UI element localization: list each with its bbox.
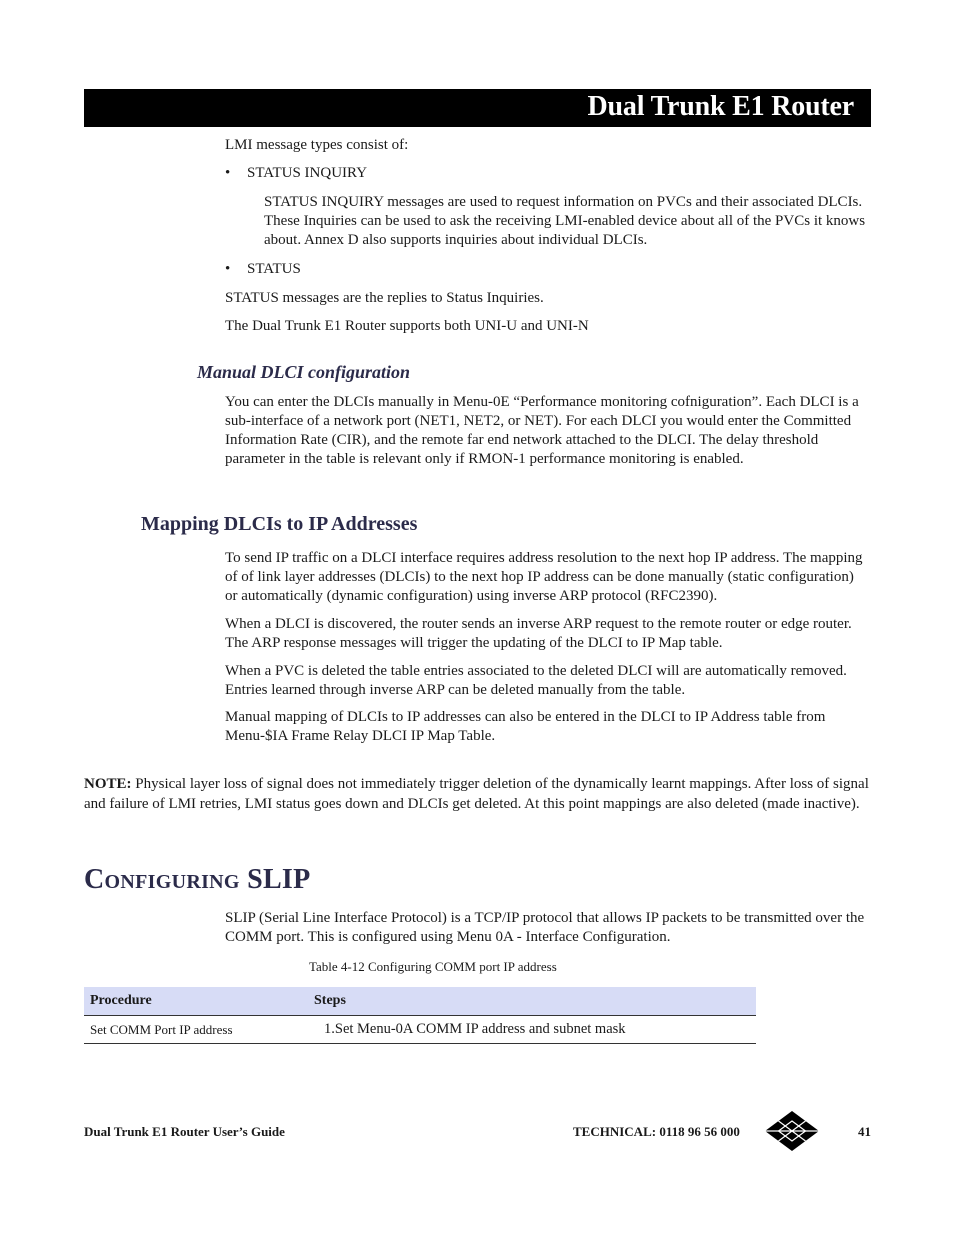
- footer-guide-title: Dual Trunk E1 Router User’s Guide: [84, 1124, 285, 1139]
- status-inquiry-description: STATUS INQUIRY messages are used to request information on PVCs and their associated DLCIs. These Inquiries can be used to ask the receiving LMI-enabled device about all of the PVCs it knows about. Annex D also supports inquiries about individual DLCIs.: [264, 194, 866, 248]
- mapping-paragraph-1: To send IP traffic on a DLCI interface requires address resolution to the next hop IP address. The mapping of of link layer addresses (DLCIs) to the next hop IP address can be done manually (static configuration) or automatically (dynamic configuration) using inverse ARP protocol (RFC2390).: [225, 550, 863, 604]
- bullet-marker: •: [225, 261, 231, 277]
- table-cell-steps: 1.Set Menu-0A COMM IP address and subnet mask: [308, 1016, 756, 1044]
- bullet-status: STATUS: [247, 261, 301, 277]
- comm-port-table: [84, 987, 756, 1044]
- table-caption: Table 4-12 Configuring COMM port IP address: [309, 959, 557, 974]
- note-label: NOTE:: [84, 776, 132, 792]
- table-header-steps: Steps: [308, 987, 756, 1016]
- bullet-status-inquiry: STATUS INQUIRY: [247, 165, 368, 181]
- manual-dlci-heading: Manual DLCI configuration: [197, 362, 411, 382]
- table-header-row: [84, 987, 756, 1016]
- footer-technical-phone: TECHNICAL: 0118 96 56 000: [573, 1124, 740, 1139]
- slip-paragraph: SLIP (Serial Line Interface Protocol) is a TCP/IP protocol that allows IP packets to be transmitted over the COMM port. This is configured using Menu 0A - Interface Configuration.: [225, 910, 865, 945]
- page-title: Dual Trunk E1 Router: [587, 91, 854, 122]
- note-paragraph: [84, 774, 870, 814]
- slip-heading-initial: C: [84, 864, 105, 895]
- slip-heading: [84, 864, 311, 896]
- table-header-procedure: Procedure: [84, 987, 308, 1016]
- uni-support: The Dual Trunk E1 Router supports both UNI-U and UNI-N: [225, 318, 589, 334]
- mapping-paragraph-4: Manual mapping of DLCIs to IP addresses can also be entered in the DLCI to IP Address table from Menu-$IA Frame Relay DLCI IP Map Table.: [225, 709, 826, 744]
- mapping-heading: Mapping DLCIs to IP Addresses: [141, 513, 418, 535]
- note-text: Physical layer loss of signal does not immediately trigger deletion of the dynamically learnt mappings. After loss of signal and failure of LMI retries, LMI status goes down and DLCIs get deleted. At this point mappings are also deleted (made inactive).: [84, 776, 869, 812]
- header-bar: [84, 89, 871, 127]
- slip-heading-smallcaps: ONFIGURING: [104, 871, 240, 893]
- mapping-paragraph-3: When a PVC is deleted the table entries associated to the deleted DLCI will are automatically removed. Entries learned through inverse ARP can be deleted manually from the table.: [225, 663, 847, 698]
- manual-dlci-paragraph: You can enter the DLCIs manually in Menu-0E “Performance monitoring cofniguration”. Each DLCI is a sub-interface of a network port (NET1, NET2, or NET). For each DLCI you would enter the Committed Information Rate (CIR), and the remote far end network attached to the DLCI. The delay threshold parameter in the table is relevant only if RMON-1 performance monitoring is enabled.: [225, 394, 859, 467]
- status-description: STATUS messages are the replies to Status Inquiries.: [225, 290, 544, 306]
- table-row: [84, 1016, 756, 1044]
- black-box-logo-icon: [764, 1110, 820, 1152]
- mapping-paragraph-2: When a DLCI is discovered, the router sends an inverse ARP request to the remote router or edge router. The ARP response messages will trigger the updating of the DLCI to IP Map table.: [225, 616, 852, 651]
- lmi-intro: LMI message types consist of:: [225, 137, 409, 153]
- slip-heading-last: SLIP: [247, 864, 311, 895]
- page-number: 41: [858, 1124, 871, 1139]
- table-cell-procedure: Set COMM Port IP address: [84, 1016, 308, 1044]
- bullet-marker: •: [225, 165, 231, 181]
